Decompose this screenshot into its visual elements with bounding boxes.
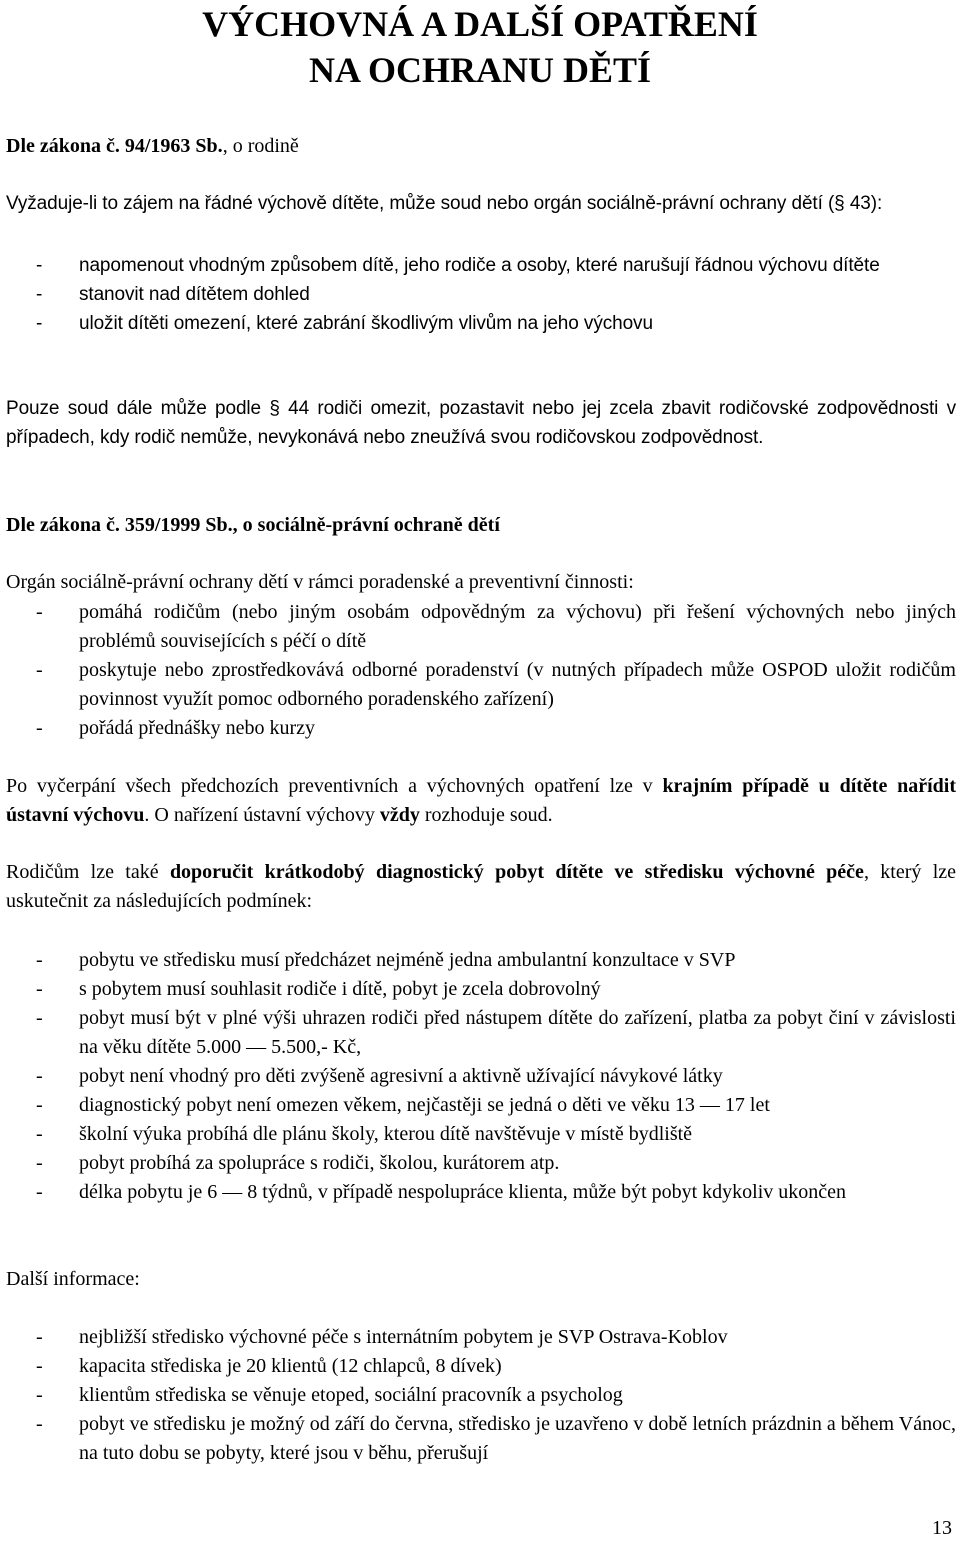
bullet-dash: -: [36, 284, 43, 305]
bullet-dash: -: [36, 659, 43, 681]
bullet-dash: -: [36, 1094, 43, 1116]
list-item-text: délka pobytu je 6 — 8 týdnů, v případě nespolupráce klienta, může být pobyt kdykoliv ukončen: [79, 1181, 847, 1203]
list-item-text: napomenout vhodným způsobem dítě, jeho rodiče a osoby, které narušují řádnou výchovu dítěte: [79, 255, 880, 276]
law2-intro: Orgán sociálně-právní ochrany dětí v rámci poradenské a preventivní činnosti:: [6, 571, 634, 593]
list-item: [6, 1091, 956, 1120]
list-item-text: nejbližší středisko výchovné péče s internátním pobytem je SVP Ostrava-Koblov: [79, 1326, 728, 1348]
list-item-text: klientům střediska se věnuje etoped, sociální pracovník a psycholog: [79, 1384, 623, 1406]
bullet-dash: -: [36, 1384, 43, 1406]
list-item: [6, 656, 956, 714]
bullet-dash: -: [36, 601, 43, 623]
text-run: rozhoduje soud.: [419, 804, 553, 826]
law1-heading: [6, 132, 956, 161]
law2-activities-list: [6, 598, 956, 743]
list-item-text: uložit dítěti omezení, které zabrání škodlivým vlivům na jeho výchovu: [79, 313, 653, 334]
law1-measures-list: [6, 251, 956, 338]
list-item-text: pomáhá rodičům (nebo jiným osobám odpovědným za výchovu) při řešení výchovných nebo jiných problémů souvisejících s péčí o dítě: [79, 601, 956, 652]
bullet-dash: -: [36, 1355, 43, 1377]
bullet-dash: -: [36, 255, 43, 276]
list-item: [6, 1149, 956, 1178]
bullet-dash: -: [36, 1326, 43, 1348]
bullet-dash: -: [36, 717, 43, 739]
list-item: [6, 946, 956, 975]
text-run-bold: doporučit krátkodobý diagnostický pobyt dítěte ve středisku výchovné péče: [169, 861, 864, 883]
list-item: [6, 1323, 956, 1352]
list-item-text: pobyt musí být v plné výši uhrazen rodiči před nástupem dítěte do zařízení, platba za pobyt činí v závislosti na věku dítěte 5.000 — 5.500,- Kč,: [79, 1007, 956, 1058]
list-item: [6, 1381, 956, 1410]
page-title-line-1: VÝCHOVNÁ A DALŠÍ OPATŘENÍ: [202, 4, 758, 44]
law1-intro: Vyžaduje-li to zájem na řádné výchově dítěte, může soud nebo orgán sociálně-právní ochrany dětí (§ 43):: [6, 193, 883, 214]
list-item-text: pobyt není vhodný pro děti zvýšeně agresivní a aktivně užívající návykové látky: [79, 1065, 723, 1087]
more-info-heading: Další informace:: [6, 1268, 140, 1290]
text-run: . O nařízení ústavní výchovy: [144, 804, 380, 826]
list-item: [6, 598, 956, 656]
list-item: [6, 280, 956, 309]
list-item-text: stanovit nad dítětem dohled: [79, 284, 310, 305]
list-item: [6, 1062, 956, 1091]
list-item-text: s pobytem musí souhlasit rodiče i dítě, pobyt je zcela dobrovolný: [79, 978, 601, 1000]
text-run: , který lze uskutečnit za následujících podmínek:: [6, 861, 956, 912]
list-item: [6, 975, 956, 1004]
text-run: Rodičům lze také: [6, 861, 170, 883]
text-run-bold: krajním případě u dítěte nařídit ústavní výchovu: [6, 775, 956, 826]
bullet-dash: -: [36, 1413, 43, 1435]
law1-heading-rest: , o rodině: [222, 135, 299, 157]
page-number: 13: [932, 1517, 952, 1539]
bullet-dash: -: [36, 1152, 43, 1174]
law1-court-paragraph: Pouze soud dále může podle § 44 rodiči omezit, pozastavit nebo jej zcela zbavit rodičovské zodpovědnosti v případech, kdy rodič nemůže, nevykonává nebo zneužívá svou rodičovskou zodpovědnost.: [6, 398, 956, 448]
list-item-text: pořádá přednášky nebo kurzy: [79, 717, 316, 739]
conditions-list: [6, 946, 956, 1207]
more-info-list: [6, 1323, 956, 1468]
bullet-dash: -: [36, 949, 43, 971]
list-item-text: kapacita střediska je 20 klientů (12 chlapců, 8 dívek): [79, 1355, 502, 1377]
list-item-text: pobytu ve středisku musí předcházet nejméně jedna ambulantní konzultace v SVP: [79, 949, 736, 971]
list-item-text: pobyt probíhá za spolupráce s rodiči, školou, kurátorem atp.: [79, 1152, 560, 1174]
text-run: Po vyčerpání všech předchozích preventivních a výchovných opatření lze v: [6, 775, 663, 797]
law2-heading: [6, 511, 956, 540]
list-item-text: pobyt ve středisku je možný od září do června, středisko je uzavřeno v době letních prázdnin a během Vánoc, na tuto dobu se pobyty, které jsou v běhu, přerušují: [79, 1413, 956, 1464]
list-item: [6, 1178, 956, 1207]
bullet-dash: -: [36, 1123, 43, 1145]
list-item: [6, 1410, 956, 1468]
list-item: [6, 251, 956, 280]
list-item-text: školní výuka probíhá dle plánu školy, kterou dítě navštěvuje v místě bydliště: [79, 1123, 693, 1145]
list-item-text: poskytuje nebo zprostředkovává odborné poradenství (v nutných případech může OSPOD uložit rodičům povinnost využít pomoc odborného poradenského zařízení): [79, 659, 956, 710]
list-item: [6, 1352, 956, 1381]
list-item-text: diagnostický pobyt není omezen věkem, nejčastěji se jedná o děti ve věku 13 — 17 let: [79, 1094, 770, 1116]
law1-heading-bold: Dle zákona č. 94/1963 Sb.: [6, 135, 223, 157]
page-title-line-2: NA OCHRANU DĚTÍ: [308, 50, 652, 90]
text-run-bold: vždy: [379, 804, 420, 826]
law2-heading-bold: Dle zákona č. 359/1999 Sb., o sociálně-právní ochraně dětí: [6, 514, 500, 536]
bullet-dash: -: [36, 1065, 43, 1087]
diagnostic-stay-paragraph: [6, 858, 956, 916]
institutional-care-paragraph: [6, 772, 956, 830]
list-item: [6, 714, 956, 743]
list-item: [6, 1004, 956, 1062]
bullet-dash: -: [36, 1181, 43, 1203]
list-item: [6, 1120, 956, 1149]
list-item: [6, 309, 956, 338]
bullet-dash: -: [36, 978, 43, 1000]
bullet-dash: -: [36, 1007, 43, 1029]
bullet-dash: -: [36, 313, 43, 334]
